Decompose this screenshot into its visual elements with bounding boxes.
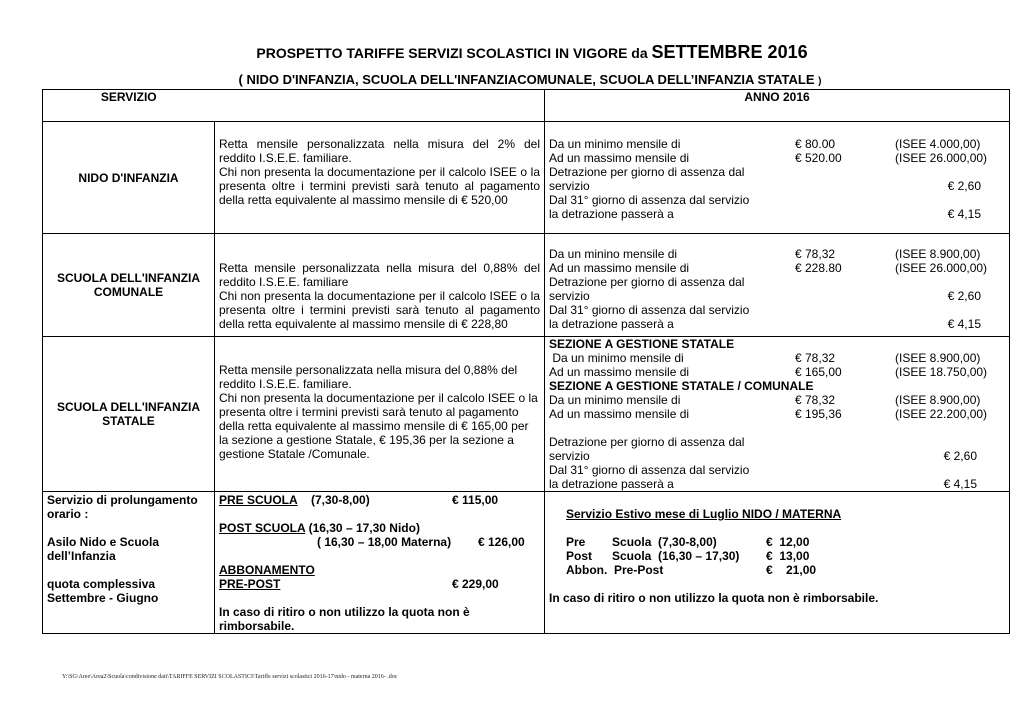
description-statale [215,337,545,492]
rates-nido [545,122,1010,234]
rate-max-statale: Ad un massimo mensile di € 165,00 (ISEE 18.750,00) [549,365,988,379]
description-statale-line1: Retta mensile personalizzata nella misura del 0,88% del reddito I.S.E.E. familiare. [219,363,518,391]
estivo-abbon-row: Abbon. Pre-Post € 21,00 [566,563,817,577]
rate-min-comunale: Da un minino mensile di € 78,32 (ISEE 8.900,00) [549,247,981,261]
description-statale-line2: Chi non presenta la documentazione per il calcolo ISEE o la presenta oltre i termini previsti sarà tenuto al pagamento della retta equivalente al massimo mensile di € 165,00 per la sezione a gestione Statale, € 195,36 per la sezione a gestione Statale /Comunale. [219,391,538,461]
service-statale: SCUOLA DELL'INFANZIA STATALE [43,337,215,492]
table-header-row [43,90,1010,122]
description-nido-line2: Chi non presenta la documentazione per il calcolo ISEE o la presenta oltre i termini previsti sarà tenuto al pagamento della retta equivalente al massimo mensile di € 520,00 [219,165,540,207]
detraction31-nido: la detrazione passerà a € 4,15 [549,207,981,221]
estivo-pre-row: Pre Scuola (7,30-8,00) € 12,00 [566,535,810,549]
servizio-estivo [545,492,1010,634]
description-comunale [215,234,545,337]
table-row-prolungamento [43,492,1010,634]
detraction31-comunale-line1: Dal 31° giorno di assenza dal servizio [549,303,750,317]
document-title [0,42,1024,63]
table-row-comunale [43,234,1010,337]
post-scuola-row: POST SCUOLA (16,30 – 17,30 Nido) [219,521,420,535]
rate-max-comunale: Ad un massimo mensile di € 228.80 (ISEE 26.000,00) [549,261,988,275]
detraction-comunale-line1: Detrazione per giorno di assenza dal [549,275,745,289]
post-scuola-materna-row: ( 16,30 – 18,00 Materna) € 126,00 [317,535,525,549]
title-main: PROSPETTO TARIFFE SERVIZI SCOLASTICI IN VIGORE da [256,45,648,61]
table-row-nido [43,122,1010,234]
prolungamento-label: Servizio di prolungamento orario : Asilo Nido e Scuola dell’Infanzia quota complessiva Settembre - Giugno [43,492,215,634]
rate-min-statale: Da un minimo mensile di € 78,32 (ISEE 8.900,00) [549,351,981,365]
detraction-statale: servizio € 2,60 [549,449,977,463]
detraction-nido: servizio € 2,60 [549,179,981,193]
header-anno: ANNO 2016 [545,90,1010,122]
rate-max-statale-comunale: Ad un massimo mensile di € 195,36 (ISEE 22.200,00) [549,407,988,421]
detraction-statale-line1: Detrazione per giorno di assenza dal [549,435,745,449]
pre-scuola-row: PRE SCUOLA (7,30-8,00) € 115,00 [219,493,499,507]
title-highlight: SETTEMBRE 2016 [651,42,808,62]
rate-max-nido: Ad un massimo mensile di € 520.00 (ISEE 26.000,00) [549,151,988,165]
section-statale: SEZIONE A GESTIONE STATALE [549,337,735,351]
estivo-rimborso-note: In caso di ritiro o non utilizzo la quota non è rimborsabile. [549,591,879,605]
file-path-footer: Y:\SG\Aree\Area2\Scuola\condivisione dati\TARIFFE SERVIZI SCOLASTICI\Tariffe servizi scolastici 2016-17\nido - materna 2016- .doc [62,674,398,680]
rates-statale [545,337,1010,492]
rate-min-nido: Da un minimo mensile di € 80.00 (ISEE 4.000,00) [549,137,981,151]
service-comunale: SCUOLA DELL'INFANZIA COMUNALE [43,234,215,337]
detraction31-nido-line1: Dal 31° giorno di assenza dal servizio [549,193,750,207]
section-statale-comunale: SEZIONE A GESTIONE STATALE / COMUNALE [549,379,814,393]
description-comunale-line1: Retta mensile personalizzata nella misura del 0,88% del reddito I.S.E.E. familiare [219,261,540,289]
subtitle-text: ( NIDO D'INFANZIA, SCUOLA DELL'INFANZIACOMUNALE, SCUOLA DELL’INFANZIA STATALE [238,72,819,87]
header-servizio: SERVIZIO [43,90,215,122]
detraction31-statale-line1: Dal 31° giorno di assenza dal servizio [549,463,750,477]
description-comunale-line2: Chi non presenta la documentazione per il calcolo ISEE o la presenta oltre i termini previsti sarà tenuto al pagamento della retta equivalente al massimo mensile di € 228,80 [219,289,540,331]
rate-min-statale-comunale: Da un minimo mensile di € 78,32 (ISEE 8.900,00) [549,393,981,407]
document-subtitle [0,72,1024,87]
abbonamento-label: ABBONAMENTO [219,563,315,577]
estivo-post-row: Post Scuola (16,30 – 17,30) € 13,00 [566,549,810,563]
description-nido-line1: Retta mensile personalizzata nella misura del 2% del reddito I.S.E.E. familiare. [219,137,540,165]
rates-comunale [545,234,1010,337]
table-row-statale [43,337,1010,492]
service-nido: NIDO D'INFANZIA [43,122,215,234]
prolungamento-fees [215,492,545,634]
detraction-comunale: servizio € 2,60 [549,289,981,303]
subtitle-close: ) [818,76,822,87]
detraction31-comunale: la detrazione passerà a € 4,15 [549,317,981,331]
estivo-title: Servizio Estivo mese di Luglio NIDO / MATERNA [566,507,842,521]
pre-post-row: PRE-POST € 229,00 [219,577,499,591]
fees-table [42,89,1010,634]
detraction-nido-line1: Detrazione per giorno di assenza dal [549,165,745,179]
description-nido [215,122,545,234]
rimborso-note: In caso di ritiro o non utilizzo la quota non è rimborsabile. [219,605,470,633]
detraction31-statale: la detrazione passerà a € 4,15 [549,477,977,491]
